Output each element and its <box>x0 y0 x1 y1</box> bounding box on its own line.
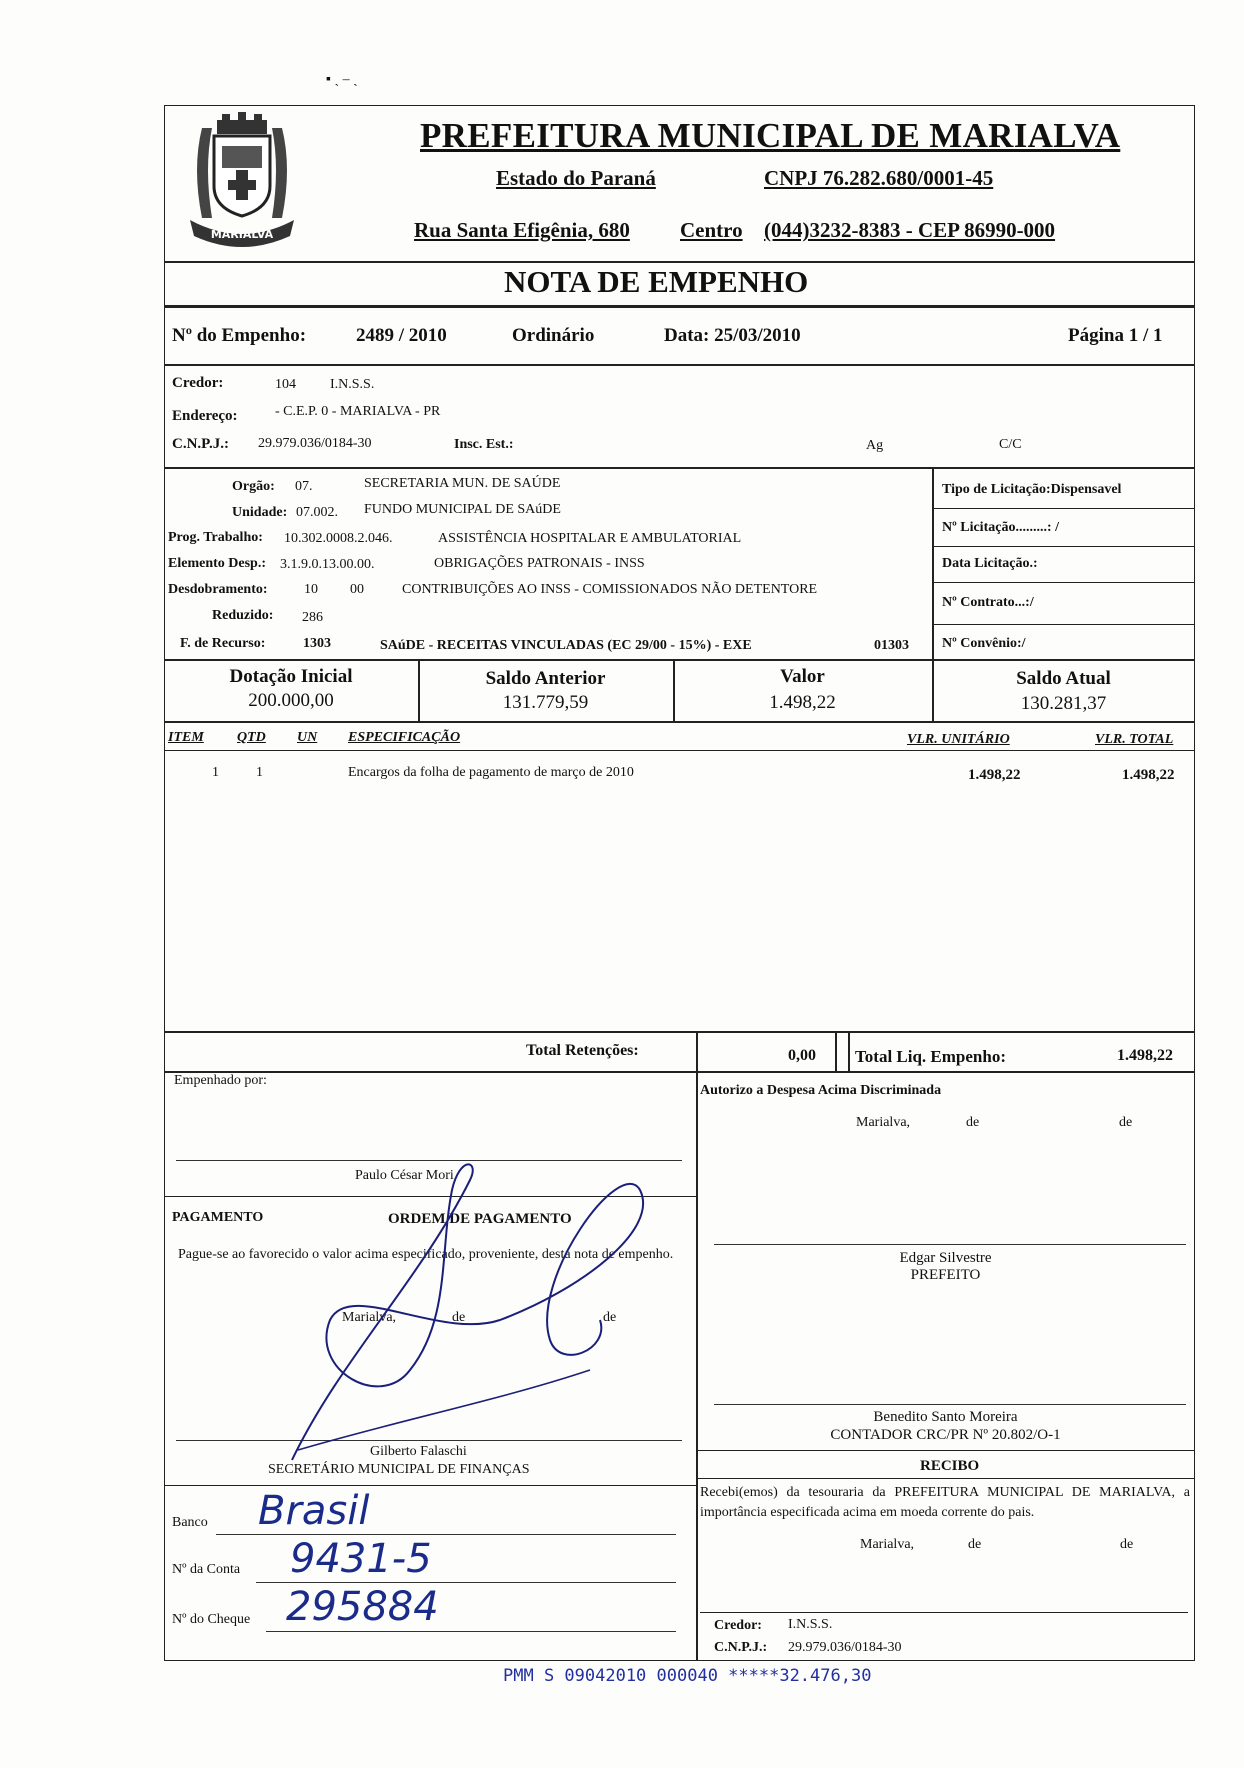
numero-contrato: Nº Contrato...:/ <box>942 595 1034 610</box>
header-title: PREFEITURA MUNICIPAL DE MARIALVA <box>420 116 1121 155</box>
numero-licitacao: Nº Licitação.........: / <box>942 520 1059 535</box>
tipo-licitacao: Tipo de Licitação:Dispensavel <box>942 482 1122 497</box>
saldo-atual-label: Saldo Atual <box>1016 668 1111 689</box>
saldo-anterior-label: Saldo Anterior <box>485 668 606 689</box>
prog-name: ASSISTÊNCIA HOSPITALAR E AMBULATORIAL <box>438 531 742 546</box>
item-vlr-unitario: 1.498,22 <box>968 767 1021 783</box>
pagamento-label: PAGAMENTO <box>172 1210 264 1225</box>
orgao-code: 07. <box>295 479 313 494</box>
auth-de1: de <box>966 1115 980 1130</box>
cnpj-value: 29.979.036/0184-30 <box>258 436 372 451</box>
dotacao-label: Dotação Inicial <box>229 666 353 687</box>
recurso-code: 1303 <box>303 636 331 651</box>
total-liq-value: 1.498,22 <box>1117 1047 1173 1064</box>
item-number: 1 <box>212 765 219 780</box>
reduzido-label: Reduzido: <box>212 608 274 623</box>
empenho-date: Data: 25/03/2010 <box>664 325 801 346</box>
prefeito-title: PREFEITO <box>910 1267 981 1283</box>
elemento-name: OBRIGAÇÕES PATRONAIS - INSS <box>434 556 645 571</box>
col-vlr-total: VLR. TOTAL <box>1095 732 1174 747</box>
desdobramento-code1: 10 <box>304 582 318 597</box>
autorizo-text: Autorizo a Despesa Acima Discriminada <box>700 1083 942 1098</box>
empenho-number: 2489 / 2010 <box>356 325 447 346</box>
recibo-cnpj-label: C.N.P.J.: <box>714 1640 768 1655</box>
pagamento-de1: de <box>452 1310 466 1325</box>
recibo-credor-label: Credor: <box>714 1618 762 1633</box>
auth-de2: de <box>1119 1115 1133 1130</box>
unidade-name: FUNDO MUNICIPAL DE SAúDE <box>364 502 561 517</box>
header-state: Estado do Paraná <box>496 166 656 190</box>
secretario-title: SECRETÁRIO MUNICIPAL DE FINANÇAS <box>268 1462 530 1477</box>
unidade-label: Unidade: <box>232 505 288 520</box>
total-liq-label: Total Liq. Empenho: <box>855 1047 1006 1066</box>
conta-handwritten: 9431-5 <box>290 1536 432 1582</box>
desdobramento-code2: 00 <box>350 582 364 597</box>
credor-label: Credor: <box>172 375 224 391</box>
recibo-de1: de <box>968 1537 982 1552</box>
recurso-name: SAúDE - RECEITAS VINCULADAS (EC 29/00 - 15%) - EXE <box>380 638 752 653</box>
empenho-type: Ordinário <box>512 325 595 346</box>
retencoes-value: 0,00 <box>788 1047 816 1064</box>
empenho-page: Página 1 / 1 <box>1068 325 1163 346</box>
recibo-title: RECIBO <box>920 1458 980 1474</box>
col-un: UN <box>297 730 318 745</box>
credor-code: 104 <box>275 377 296 392</box>
recibo-cnpj: 29.979.036/0184-30 <box>788 1640 902 1655</box>
auth-city: Marialva, <box>856 1115 911 1130</box>
prefeito-name: Edgar Silvestre <box>899 1250 992 1266</box>
contador-title: CONTADOR CRC/PR Nº 20.802/O-1 <box>830 1427 1061 1443</box>
empenho-number-label: Nº do Empenho: <box>172 325 307 346</box>
reduzido-value: 286 <box>302 610 323 625</box>
valor-value: 1.498,22 <box>769 692 836 713</box>
banco-handwritten: Brasil <box>258 1488 370 1534</box>
recibo-de2: de <box>1120 1537 1134 1552</box>
recibo-city: Marialva, <box>860 1537 915 1552</box>
pagamento-city: Marialva, <box>342 1310 397 1325</box>
col-qtd: QTD <box>237 730 266 745</box>
scan-mark: ▪ ˏ ‒ ˎ <box>326 72 358 87</box>
pagamento-de2: de <box>603 1310 617 1325</box>
item-especificacao: Encargos da folha de pagamento de março de 2010 <box>348 765 634 780</box>
col-item: ITEM <box>168 730 204 745</box>
recurso-code2: 01303 <box>874 638 909 653</box>
desdobramento-label: Desdobramento: <box>168 582 268 597</box>
insc-label: Insc. Est.: <box>454 437 514 452</box>
recurso-label: F. de Recurso: <box>180 636 266 651</box>
header-phone-cep: (044)3232-8383 - CEP 86990-000 <box>764 218 1056 242</box>
dotacao-value: 200.000,00 <box>248 690 334 711</box>
contador-name: Benedito Santo Moreira <box>873 1409 1018 1425</box>
desdobramento-name: CONTRIBUIÇÕES AO INSS - COMISSIONADOS NÃO DETENTORE <box>402 582 818 597</box>
cheque-label: Nº do Cheque <box>172 1612 251 1627</box>
elemento-code: 3.1.9.0.13.00.00. <box>280 557 375 572</box>
item-vlr-total: 1.498,22 <box>1122 767 1175 783</box>
empenhado-label: Empenhado por: <box>174 1073 267 1088</box>
valor-label: Valor <box>780 666 825 687</box>
ordem-pagamento: ORDEM DE PAGAMENTO <box>388 1211 572 1227</box>
saldo-anterior-value: 131.779,59 <box>502 692 589 713</box>
ag-label: Ag <box>866 438 884 453</box>
conta-label: Nº da Conta <box>172 1562 241 1577</box>
item-qtd: 1 <box>256 765 263 780</box>
signature-scribble-icon <box>280 1160 700 1470</box>
numero-convenio: Nº Convênio:/ <box>942 636 1026 651</box>
bottom-stamp: PMM S 09042010 000040 *****32.476,30 <box>503 1666 872 1686</box>
recibo-text: Recebi(emos) da tesouraria da PREFEITURA MUNICIPAL DE MARIALVA, a importância especificada acima em moeda corrente do pais. <box>700 1485 1190 1520</box>
saldo-atual-value: 130.281,37 <box>1020 693 1107 714</box>
orgao-label: Orgão: <box>232 479 275 494</box>
banco-label: Banco <box>172 1515 208 1530</box>
svg-text:MARIALVA: MARIALVA <box>210 228 274 241</box>
credor-name: I.N.S.S. <box>330 377 375 392</box>
address-label: Endereço: <box>172 408 238 424</box>
doc-title: NOTA DE EMPENHO <box>504 264 809 299</box>
recibo-credor: I.N.S.S. <box>788 1617 833 1632</box>
prog-label: Prog. Trabalho: <box>168 530 263 545</box>
elemento-label: Elemento Desp.: <box>168 556 266 571</box>
secretario-name: Gilberto Falaschi <box>370 1444 467 1459</box>
data-licitacao: Data Licitação.: <box>942 556 1038 571</box>
unidade-code: 07.002. <box>296 505 338 520</box>
col-especificacao: ESPECIFICAÇÃO <box>348 730 461 745</box>
empenhado-name: Paulo César Mori <box>355 1168 454 1183</box>
header-street: Rua Santa Efigênia, 680 <box>414 218 630 242</box>
col-vlr-unitario: VLR. UNITÁRIO <box>907 732 1010 747</box>
header-cnpj: CNPJ 76.282.680/0001-45 <box>764 166 994 190</box>
cheque-handwritten: 295884 <box>286 1584 439 1630</box>
cnpj-label: C.N.P.J.: <box>172 436 229 452</box>
header-district: Centro <box>680 218 743 242</box>
municipal-seal-icon <box>172 108 312 258</box>
orgao-name: SECRETARIA MUN. DE SAÚDE <box>364 476 561 491</box>
prog-code: 10.302.0008.2.046. <box>284 531 393 546</box>
cc-label: C/C <box>999 437 1022 452</box>
address-value: - C.E.P. 0 - MARIALVA - PR <box>275 404 441 419</box>
retencoes-label: Total Retenções: <box>526 1042 639 1059</box>
pagamento-text: Pague-se ao favorecido o valor acima especificado, proveniente, desta nota de empenho. <box>178 1247 674 1262</box>
